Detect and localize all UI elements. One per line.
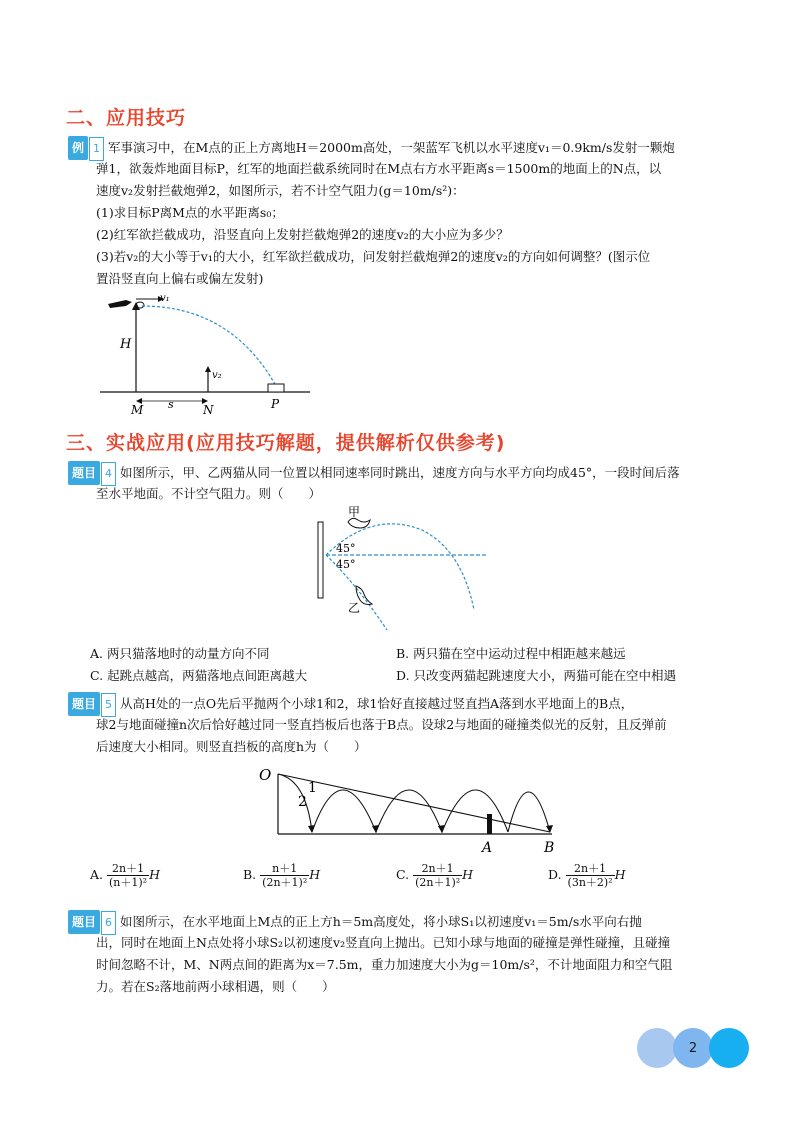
cat-yi-label: 乙 [348,601,361,615]
ball-2-label: 2 [298,794,307,810]
question-5-option-d[interactable]: D. $\frac{2n+1}{\text{(3n＋2)²}}$ H [548,862,626,889]
question-4-option-d[interactable]: D. 只改变两猫起跳速度大小，两猫可能在空中相遇 [396,668,677,683]
question-5-option-c[interactable]: C. $\frac{2n+1}{\text{(2n＋1)²}}$ H [396,862,474,889]
ball-2-final-path [508,792,550,832]
question-4-text: 如图所示，甲、乙两猫从同一位置以相同速率同时跳出，速度方向与水平方向均成45°，一段时间后落 [120,465,680,480]
cat-jia-icon [348,518,370,528]
arrow-head [438,825,445,833]
section-title-practice [66,428,505,455]
example-tag: 例 [68,136,88,160]
example-1-question-3-cont: 置沿竖直向上偏右或偏左发射) [96,271,264,286]
question-tag: 题目 [68,461,100,485]
question-4-figure [312,500,492,640]
wall [318,522,323,598]
question-5-line-2: 球2与地面碰撞n次后恰好越过同一竖直挡板后也落于B点。设球2与地面的碰撞类似光的反射，且反弹前 [96,717,667,732]
question-5-option-b[interactable]: B. $\frac{n+1}{\text{(2n＋1)²}}$ H [243,862,321,889]
P-label: P [271,397,280,411]
arrow-head [372,825,379,833]
airplane-icon [108,300,132,308]
page-decoration-circle [637,1028,677,1068]
cat-jia-label: 甲 [348,505,361,519]
example-number: 1 [89,137,104,161]
example-1-line-2: 弹1，欲轰炸地面目标P，红军的地面拦截系统同时在M点右方水平距离s＝1500m的地面上的N点，以 [96,161,662,176]
B-label: B [544,840,555,856]
arrow-head [308,825,315,833]
s-label: s [168,398,174,411]
question-tag: 题目 [68,692,100,716]
O-label: O [259,766,272,784]
angle-up-label: 45° [336,542,356,555]
angle-down-label: 45° [336,558,356,571]
question-5-option-a[interactable]: A. $\frac{2n+1}{\text{(n＋1)²}}$ H [90,862,160,889]
example-1-question-2: (2)红军欲拦截成功，沿竖直向上发射拦截炮弹2的速度v₂的大小应为多少？ [96,227,509,242]
H-label: H [120,337,132,352]
question-4-line-2: 至水平地面。不计空气阻力。则（ ） [96,486,322,501]
M-label: M [131,403,144,417]
v2-label: v₂ [212,370,222,381]
ball-1-label: 1 [308,780,317,796]
section-title-applications: 二、应用技巧 [66,107,187,129]
question-4-option-b[interactable]: B. 两只猫在空中运动过程中相距越来越远 [396,646,626,661]
section-3-note: (应用技巧解题，提供解析仅供参考) [186,432,506,454]
question-tag: 题目 [68,910,100,934]
bomb-trajectory [142,306,276,386]
target-box [268,384,284,392]
question-number: 6 [101,911,116,935]
question-6-text: 如图所示，在水平地面上M点的正上方h＝5m高度处，将小球S₁以初速度v₁＝5m/s水平向右抛 [120,914,642,929]
barrier-A [487,814,492,834]
example-1-figure [96,290,316,418]
page-decoration-circle [709,1028,749,1068]
question-number: 5 [101,693,116,717]
question-4-option-c[interactable]: C. 起跳点越高，两猫落地点间距离越大 [90,668,308,683]
N-label: N [203,403,214,417]
question-5-text: 从高H处的一点O先后平抛两个小球1和2，球1恰好直接越过竖直挡A落到水平地面上的B点， [120,696,634,711]
example-1-question-1: (1)求目标P离M点的水平距离s₀； [96,205,284,220]
page-number: 2 [673,1028,713,1068]
ball-1-path [278,774,550,832]
example-1-line-3: 速度v₂发射拦截炮弹2，如图所示，若不计空气阻力(g＝10m/s²)： [96,183,465,198]
question-5-line-3: 后速度大小相同。则竖直挡板的高度h为（ ） [96,739,367,754]
A-label: A [482,840,493,856]
example-text: 军事演习中，在M点的正上方离地H＝2000m高处，一架蓝军飞机以水平速度v₁＝0.9km/s发射一颗炮 [108,140,675,155]
section-3-title: 三、实战应用 [66,432,187,454]
question-6-line-3: 时间忽略不计，M、N两点间的距离为x＝7.5m，重力加速度大小为g＝10m/s²，不计地面阻力和空气阻 [96,957,673,972]
question-6-line-2: 出，同时在地面上N点处将小球S₂以初速度v₂竖直向上抛出。已知小球与地面的碰撞是弹性碰撞，且碰撞 [96,935,671,950]
question-6-line-4: 力。若在S₂落地前两小球相遇，则（ ） [96,979,335,994]
v1-label: v₁ [160,293,170,304]
question-5-figure [256,760,566,856]
v2-arrow-head [205,366,211,372]
example-1-question-3: (3)若v₂的大小等于v₁的大小，红军欲拦截成功，问发射拦截炮弹2的速度v₂的方向如何调整？(图示位 [96,249,651,264]
question-4-option-a[interactable]: A. 两只猫落地时的动量方向不同 [90,646,270,661]
question-number: 4 [101,462,116,486]
